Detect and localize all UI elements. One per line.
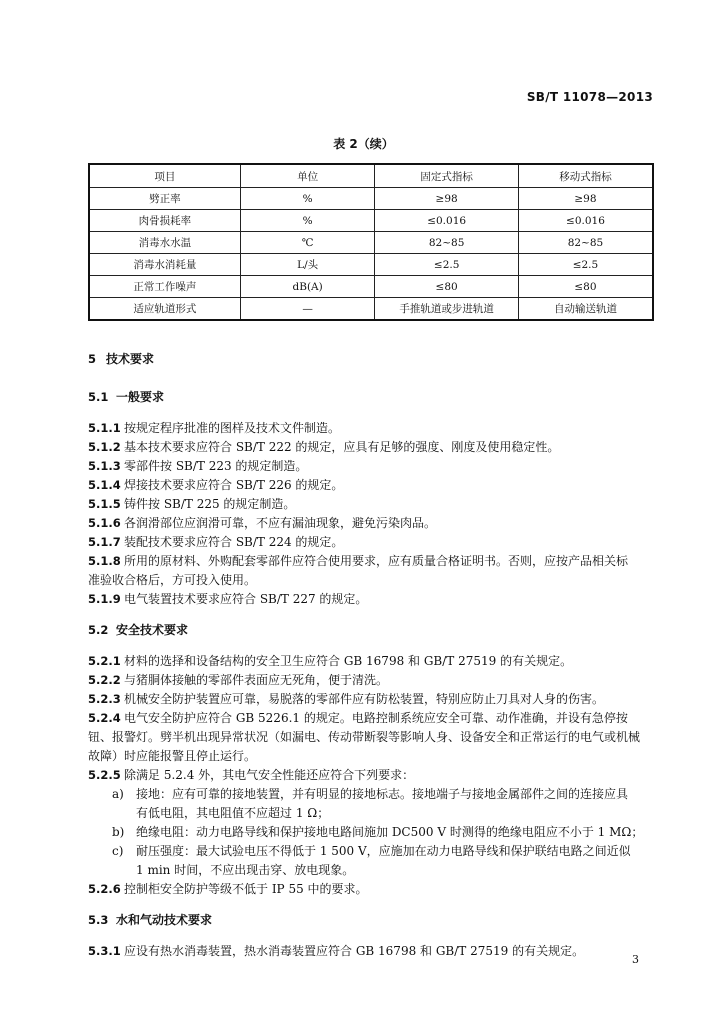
table-cell: 手推轨道或步进轨道 (375, 298, 519, 321)
table-cell: 消毒水消耗量 (89, 254, 240, 276)
table-cell: — (240, 298, 375, 321)
section-heading: 5 技术要求 (88, 352, 155, 366)
column-header: 项目 (89, 164, 240, 188)
standard-code: SB/T 11078—2013 (526, 90, 653, 104)
table-cell: ℃ (240, 232, 375, 254)
clause: 5.1.1 按规定程序批准的图样及技术文件制造。 (88, 421, 341, 435)
clause: 5.1.8 所用的原材料、外购配套零部件应符合使用要求，应有质量合格证明书。否则，应按产品相关标 (88, 554, 629, 568)
table-cell: ≤80 (375, 276, 519, 298)
table-cell: ≤80 (518, 276, 653, 298)
clause: 5.1.6 各润滑部位应润滑可靠，不应有漏油现象，避免污染肉品。 (88, 516, 437, 530)
clause: 5.2.2 与猪胴体接触的零部件表面应无死角，便于清洗。 (88, 673, 389, 687)
table-row (89, 232, 653, 254)
table-cell: 82~85 (375, 232, 519, 254)
clause-continuation: 准验收合格后，方可投入使用。 (88, 573, 257, 587)
table-cell: ≥98 (375, 188, 519, 210)
table-cell: % (240, 210, 375, 232)
table-cell: ≤2.5 (375, 254, 519, 276)
table-cell: dB(A) (240, 276, 375, 298)
clause: 5.2.4 电气安全防护应符合 GB 5226.1 的规定。电路控制系统应安全可靠、动作准确，并设有急停按 (88, 711, 628, 725)
clause-continuation: 钮、报警灯。劈半机出现异常状况（如漏电、传动带断裂等影响人身、设备安全和正常运行的电气或机械 (88, 730, 641, 744)
subsection-heading: 5.1 一般要求 (88, 390, 165, 404)
clause: 5.2.5 除满足 5.2.4 外，其电气安全性能还应符合下列要求： (88, 768, 415, 782)
table-row (89, 254, 653, 276)
table-cell: ≥98 (518, 188, 653, 210)
clause: 5.2.6 控制柜安全防护等级不低于 IP 55 中的要求。 (88, 882, 368, 896)
document-body (88, 350, 658, 961)
table-cell: 正常工作噪声 (89, 276, 240, 298)
list-item: b) 绝缘电阻：动力电路导线和保护接地电路间施加 DC500 V 时测得的绝缘电阻应不小于 1 MΩ； (112, 825, 644, 839)
column-header: 固定式指标 (375, 164, 519, 188)
clause: 5.3.1 应设有热水消毒装置，热水消毒装置应符合 GB 16798 和 GB/T 27519 的有关规定。 (88, 944, 585, 958)
clause: 5.1.9 电气装置技术要求应符合 SB/T 227 的规定。 (88, 592, 368, 606)
clause: 5.1.7 装配技术要求应符合 SB/T 224 的规定。 (88, 535, 344, 549)
table-row (89, 188, 653, 210)
table-cell: 消毒水水温 (89, 232, 240, 254)
table-cell: ≤0.016 (375, 210, 519, 232)
table-cell: 自动输送轨道 (518, 298, 653, 321)
table-cell: 适应轨道形式 (89, 298, 240, 321)
clause: 5.1.2 基本技术要求应符合 SB/T 222 的规定，应具有足够的强度、刚度及使用稳定性。 (88, 440, 560, 454)
subsection-heading: 5.3 水和气动技术要求 (88, 913, 213, 927)
column-header: 单位 (240, 164, 375, 188)
column-header: 移动式指标 (518, 164, 653, 188)
spec-table (88, 163, 654, 321)
page-number: 3 (632, 953, 639, 966)
table-cell: 劈正率 (89, 188, 240, 210)
table-cell: 肉骨损耗率 (89, 210, 240, 232)
table-cell: L/头 (240, 254, 375, 276)
table-row (89, 276, 653, 298)
clause: 5.1.4 焊接技术要求应符合 SB/T 226 的规定。 (88, 478, 344, 492)
table-cell: % (240, 188, 375, 210)
table-cell: ≤2.5 (518, 254, 653, 276)
list-item: a) 接地：应有可靠的接地装置，并有明显的接地标志。接地端子与接地金属部件之间的连接应具 (112, 787, 629, 801)
list-item-continuation: 有低电阻，其电阻值不应超过 1 Ω； (136, 806, 330, 820)
table-row (89, 298, 653, 321)
table-row (89, 210, 653, 232)
list-item-continuation: 1 min 时间，不应出现击穿、放电现象。 (136, 863, 355, 877)
table-cell: ≤0.016 (518, 210, 653, 232)
clause-continuation: 故障）时应能报警且停止运行。 (88, 749, 257, 763)
table-title: 表 2（续） (333, 137, 394, 151)
list-item: c) 耐压强度：最大试验电压不得低于 1 500 V，应施加在动力电路导线和保护联结电路之间近似 (112, 844, 631, 858)
clause: 5.2.3 机械安全防护装置应可靠，易脱落的零部件应有防松装置，特别应防止刀具对人身的伤害。 (88, 692, 605, 706)
clause: 5.2.1 材料的选择和设备结构的安全卫生应符合 GB 16798 和 GB/T 27519 的有关规定。 (88, 654, 573, 668)
subsection-heading: 5.2 安全技术要求 (88, 623, 189, 637)
table-cell: 82~85 (518, 232, 653, 254)
clause: 5.1.5 铸件按 SB/T 225 的规定制造。 (88, 497, 296, 511)
clause: 5.1.3 零部件按 SB/T 223 的规定制造。 (88, 459, 308, 473)
table-header-row (89, 164, 653, 188)
